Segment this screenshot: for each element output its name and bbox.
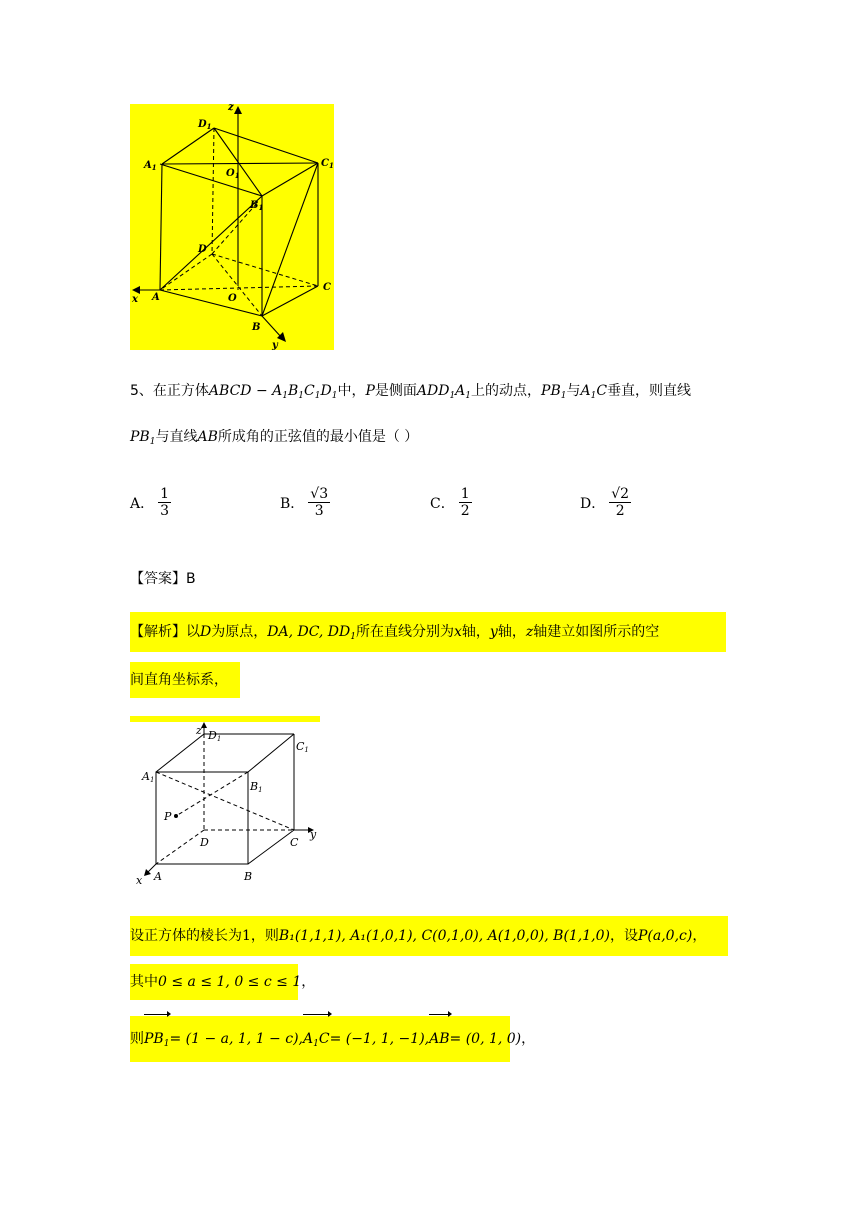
fig2-label-y: y [310, 828, 317, 841]
question-number: 5、 [130, 383, 153, 399]
fig2-label-A: A [154, 870, 162, 883]
svg-text:C1: C1 [296, 740, 309, 754]
analysis-line-1: 【解析】以D为原点，DA, DC, $DD_1$所在直线分别为x轴，y轴，z轴建立如图所示的空 [130, 612, 726, 652]
label-B1: B [250, 200, 259, 211]
fig2-label-P: P [164, 810, 172, 823]
answer-line [130, 568, 196, 588]
analysis-line-2: 间直角坐标系， [130, 662, 240, 698]
axis-label-x: x [132, 294, 138, 305]
svg-text:B1: $B_1$ [250, 200, 264, 212]
label-A1: A [144, 160, 152, 171]
label-O: O [228, 293, 237, 304]
axis-label-y: y [272, 340, 278, 350]
fig2-label-C: C [290, 836, 299, 849]
label-D1: D [198, 119, 207, 130]
cube-diagram-1 [130, 104, 334, 350]
label-D: D [198, 244, 207, 255]
fig2-label-z: z [196, 724, 202, 737]
setup-line-2: 其中0 ≤ a ≤ 1, 0 ≤ c ≤ 1， [130, 964, 298, 1000]
question-line-1: 5、在正方体ABCD − $A_1B_1C_1D_1$中，P是侧面$ADD_1A_1$上的动点，$PB_1$与$A_1C$垂直，则直线 [130, 383, 692, 401]
label-B: B [252, 322, 261, 333]
option-a[interactable]: A． $\frac{1}{3}$ [130, 486, 170, 519]
fig2-label-D: D [200, 836, 209, 849]
fig2-label-A1: A [142, 770, 150, 783]
option-b[interactable]: B． $\frac{√3}{3}$ [280, 486, 329, 519]
cube-diagram-2 [130, 722, 320, 888]
svg-text:A1: A1 [142, 770, 155, 784]
axes-list: DA, DC, $DD_1$ [267, 624, 356, 642]
figure-cube-with-point-p [130, 722, 320, 888]
option-d[interactable]: D． $\frac{√2}{2}$ [580, 486, 630, 519]
vector-ab: AB [429, 1016, 449, 1062]
svg-text:D1: D1 [208, 729, 222, 743]
face-name: $ADD_1A_1$ [416, 383, 472, 401]
axis-label-z: z [228, 104, 234, 113]
analysis-label: 【解析】 [130, 624, 186, 640]
svg-text:A1: $A_1$ [144, 160, 157, 172]
fig2-label-x: x [136, 874, 143, 887]
answer-label: 【答案】 [130, 571, 186, 587]
fig2-label-D1: D [208, 729, 217, 742]
svg-text:C1: $C_1$ [321, 158, 334, 170]
figure-cube-coordinate-system [130, 104, 334, 350]
question-line-2: $PB_1$与直线AB所成角的正弦值的最小值是（ ） [130, 429, 419, 447]
coordinates-list: B₁(1,1,1), A₁(1,0,1), C(0,1,0), A(1,0,0), B(1,1,0) [278, 928, 610, 944]
svg-text:O1: $O_1$ [226, 168, 240, 180]
vector-pb1: $PB_1$ [144, 1016, 169, 1067]
setup-line-1: 设正方体的棱长为1，则B₁(1,1,1), A₁(1,0,1), C(0,1,0), A(1,0,0), B(1,1,0)，设P(a,0,c)， [130, 916, 728, 956]
answer-value: B [186, 571, 196, 587]
cube-name: ABCD − $A_1B_1C_1D_1$ [208, 383, 338, 401]
fig2-label-B1: B [250, 780, 259, 793]
fig2-label-C1: C [296, 740, 305, 753]
parameter-range: 0 ≤ a ≤ 1, 0 ≤ c ≤ 1 [158, 974, 302, 990]
label-C1: C [321, 158, 329, 169]
option-c[interactable]: C． $\frac{1}{2}$ [430, 486, 470, 519]
vectors-line: 则$PB_1= (1 - a$, 1, $1 - c),A_1C= (-1$, 1, −1),AB= (0, 1, 0)， [130, 1016, 510, 1062]
label-A: A [152, 292, 160, 303]
svg-text:B1: B1 [250, 780, 263, 794]
label-O1: O [226, 168, 235, 179]
label-C: C [323, 282, 331, 293]
svg-text:D1: $D_1$ [198, 119, 212, 131]
vector-a1c: $A_1C$ [303, 1016, 330, 1067]
fig2-label-B: B [244, 870, 253, 883]
